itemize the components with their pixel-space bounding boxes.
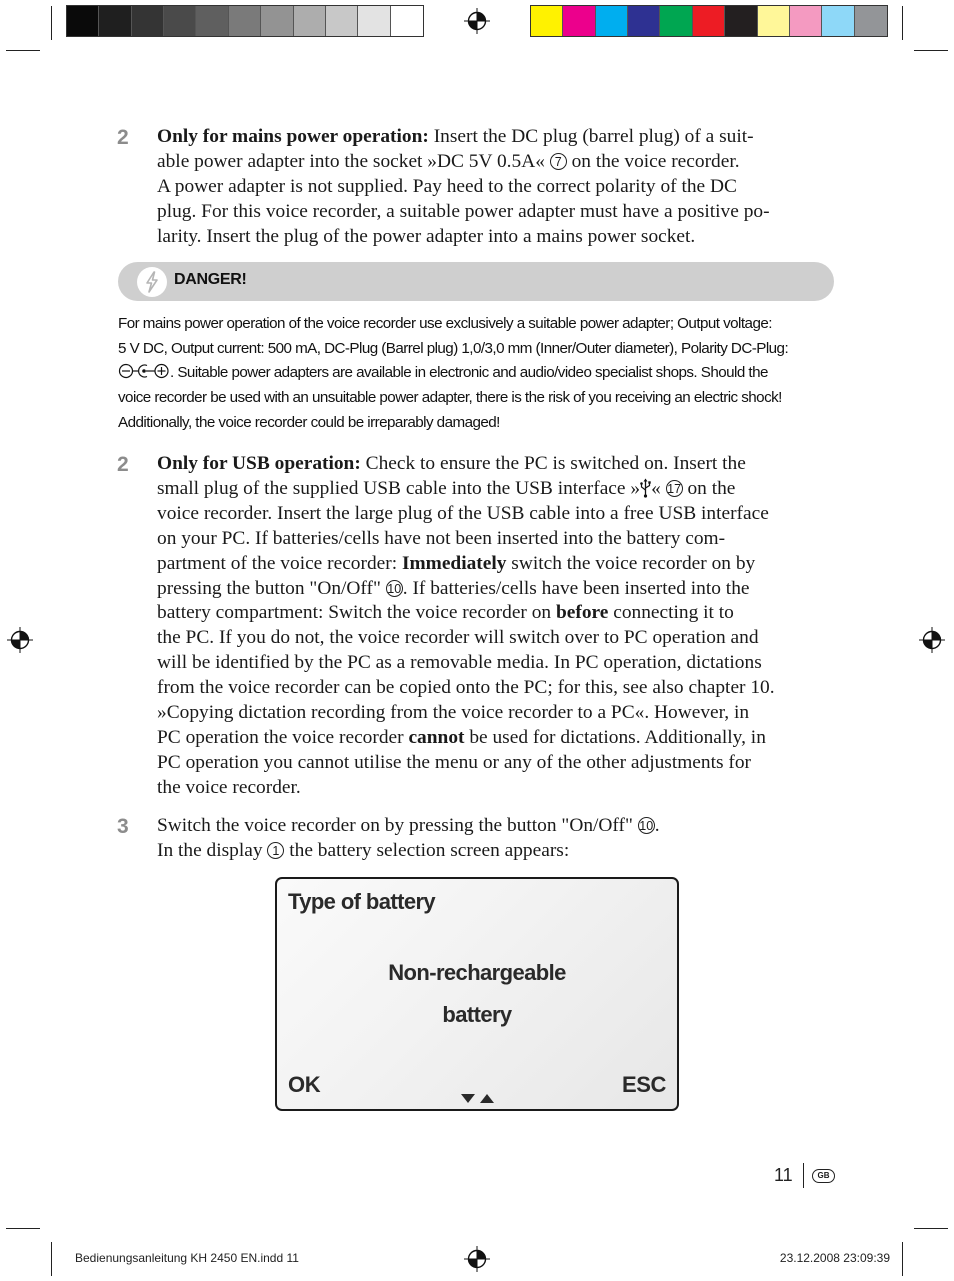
crop-mark-bl-h — [6, 1228, 40, 1229]
calibration-swatch — [693, 6, 725, 36]
emphasis: before — [555, 602, 609, 624]
text-line: For mains power operation of the voice recorder use exclusively a suitable power adapter; Output voltage: — [118, 315, 772, 332]
lcd-option-line: battery — [442, 1002, 512, 1027]
reference-number-badge: 7 — [550, 153, 567, 170]
calibration-swatch — [531, 6, 563, 36]
up-down-arrows-icon — [460, 1093, 496, 1105]
registration-mark-icon — [464, 1246, 490, 1272]
step-mains-power-text — [157, 125, 837, 250]
text-line: the PC. If you do not, the voice recorder will switch over to PC operation and — [157, 627, 759, 649]
danger-label: DANGER! — [174, 271, 247, 288]
text-line: A power adapter is not supplied. Pay heed to the correct polarity of the DC — [157, 175, 737, 197]
reference-number-badge: 17 — [667, 481, 682, 496]
registration-mark-icon — [919, 627, 945, 653]
lcd-ok-softkey: OK — [288, 1072, 321, 1097]
lcd-option-line: Non-rechargeable — [388, 960, 566, 985]
crop-mark-tl-v — [51, 6, 52, 40]
crop-mark-tr-h — [914, 50, 948, 51]
text-line: from the voice recorder can be copied onto the PC; for this, see also chapter 10. — [157, 677, 775, 699]
text-line: on the — [682, 477, 736, 499]
step-number: 2 — [117, 126, 129, 149]
calibration-swatch — [294, 6, 326, 36]
crop-mark-bl-v — [51, 1242, 52, 1276]
language-badge: GB — [812, 1169, 835, 1183]
calibration-swatch — [99, 6, 131, 36]
page-number: 11 — [774, 1165, 793, 1185]
emphasis: cannot — [408, 726, 465, 748]
text-line: voice recorder be used with an unsuitable power adapter, there is the risk of you receiving an electric shock! — [118, 389, 782, 407]
crop-mark-tr-v — [902, 6, 903, 40]
step-lead: Only for USB operation: — [157, 453, 361, 474]
print-slug-filename: Bedienungsanleitung KH 2450 EN.indd 11 — [75, 1251, 299, 1265]
registration-mark-icon — [464, 8, 490, 34]
text-line: PC operation you cannot utilise the menu or any of the other adjustments for — [157, 751, 751, 773]
calibration-swatch — [790, 6, 822, 36]
lcd-display-screenshot — [275, 877, 679, 1111]
text-line: Switch the voice recorder on by pressing the button "On/Off" — [157, 815, 638, 836]
danger-warning-text — [118, 312, 838, 436]
text-line: . — [654, 815, 660, 836]
text-line: will be identified by the PC as a removable media. In PC operation, dictations — [157, 652, 762, 674]
text-line: the battery selection screen appears: — [284, 839, 570, 861]
text-line: In the display — [157, 839, 268, 861]
text-line: Check to ensure the PC is switched on. Insert the — [360, 453, 746, 474]
reference-number-badge: 1 — [267, 842, 284, 859]
text-line: the voice recorder. — [157, 776, 301, 798]
text-line: Insert the DC plug (barrel plug) of a suit- — [428, 126, 754, 147]
calibration-swatch — [164, 6, 196, 36]
text-line: larity. Insert the plug of the power adapter into a mains power socket. — [157, 225, 696, 247]
text-line: « — [651, 477, 666, 499]
crop-mark-tl-h — [6, 50, 40, 51]
calibration-swatch — [326, 6, 358, 36]
grey-calibration-bar — [66, 5, 424, 37]
step-usb-text — [157, 452, 837, 801]
text-line: battery compartment: Switch the voice recorder on — [157, 602, 556, 624]
print-slug-timestamp: 23.12.2008 23:09:39 — [779, 1251, 890, 1265]
emphasis: Immediately — [401, 552, 507, 574]
text-line: . Suitable power adapters are available in electronic and audio/video specialist shops. Should the — [170, 364, 768, 382]
reference-number-badge: 10 — [639, 819, 654, 833]
text-line: connecting it to — [608, 602, 734, 624]
step-lead: Only for mains power operation: — [157, 126, 429, 147]
reference-number-badge: 10 — [387, 581, 402, 596]
calibration-swatch — [261, 6, 293, 36]
calibration-swatch — [822, 6, 854, 36]
calibration-swatch — [758, 6, 790, 36]
text-line: on the voice recorder. — [566, 150, 740, 172]
calibration-swatch — [229, 6, 261, 36]
text-line: be used for dictations. Additionally, in — [464, 726, 766, 748]
text-line: small plug of the supplied USB cable into the USB interface » — [157, 477, 641, 499]
text-line: able power adapter into the socket »DC 5V 0.5A« — [157, 150, 550, 172]
calibration-swatch — [132, 6, 164, 36]
text-line: Additionally, the voice recorder could be irreparably damaged! — [118, 413, 500, 431]
calibration-swatch — [660, 6, 692, 36]
calibration-swatch — [358, 6, 390, 36]
step-switch-on-text — [157, 814, 837, 864]
text-line: »Copying dictation recording from the voice recorder to a PC«. However, in — [157, 702, 750, 724]
calibration-swatch — [196, 6, 228, 36]
step-number: 2 — [117, 453, 129, 476]
text-line: pressing the button "On/Off" — [157, 577, 386, 599]
text-line: switch the voice recorder on by — [506, 552, 756, 574]
crop-mark-br-v — [902, 1242, 903, 1276]
lcd-title: Type of battery — [288, 889, 436, 914]
lcd-esc-softkey: ESC — [621, 1072, 666, 1097]
text-line: PC operation the voice recorder — [157, 726, 409, 748]
text-line: voice recorder. Insert the large plug of the USB cable into a free USB interface — [157, 502, 769, 524]
color-calibration-bar — [530, 5, 888, 37]
crop-mark-br-h — [914, 1228, 948, 1229]
calibration-swatch — [67, 6, 99, 36]
lightning-icon — [137, 267, 167, 297]
calibration-swatch — [596, 6, 628, 36]
text-line: . If batteries/cells have been inserted into the — [402, 577, 750, 599]
calibration-swatch — [725, 6, 757, 36]
calibration-swatch — [855, 6, 887, 36]
calibration-swatch — [391, 6, 423, 36]
polarity-symbol-icon — [118, 362, 170, 380]
text-line: partment of the voice recorder: — [157, 552, 402, 574]
page-number-divider — [803, 1163, 804, 1188]
calibration-swatch — [628, 6, 660, 36]
usb-icon — [640, 478, 651, 498]
registration-mark-icon — [7, 627, 33, 653]
step-number: 3 — [117, 815, 129, 838]
text-line: on your PC. If batteries/cells have not been inserted into the battery com- — [157, 527, 726, 549]
text-line: plug. For this voice recorder, a suitable power adapter must have a positive po- — [157, 200, 770, 222]
text-line: 5 V DC, Output current: 500 mA, DC-Plug (Barrel plug) 1,0/3,0 mm (Inner/Outer diameter), Polarity DC-Plug: — [118, 339, 789, 357]
calibration-swatch — [563, 6, 595, 36]
